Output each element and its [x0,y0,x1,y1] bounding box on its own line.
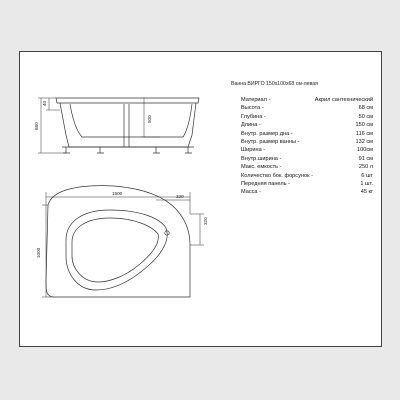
spec-label: Высота - [241,105,264,112]
spec-label: Количество бок. форсунок - [241,172,313,179]
side-view-dimensions [38,98,160,153]
spec-label: Макс. емкость - [241,164,282,171]
dim-width-label: 1000 [36,247,41,258]
spec-label: Ширина - [241,147,266,154]
spec-label: Глубина - [241,113,266,120]
dim-corner-w-label: 320 [176,194,184,199]
spec-value: 45 кг [360,189,373,196]
side-view [56,98,199,153]
side-view-rim [56,98,199,103]
spec-value: 116 см [355,130,373,137]
spec-label: Внутр. размер ванны - [241,139,300,145]
spec-label: Передняя панель - [241,181,290,187]
spec-label: Длина - [241,122,261,129]
dim-depth-label: 500 [147,115,152,123]
side-view-body [60,103,196,147]
spec-value: 68 см [358,105,373,112]
spec-value: 91 см [358,155,373,162]
spec-value: Акрил сантехнический [314,97,373,103]
dim-height-label: 680 [34,122,39,130]
dim-corner-h-label: 320 [203,217,208,225]
spec-value: 6 шт [361,172,373,179]
spec-label: Масса - [241,189,261,196]
top-view-outline [46,186,190,297]
drawing-title: Ванна ВИРГО 150х100х68 см-левая [231,81,318,87]
top-view-basin-inner [72,218,158,282]
spec-value: 50 см [358,113,373,120]
spec-value: 100см [357,147,373,154]
spec-label: Материал - [241,97,271,103]
spec-label: Внутр.ширина - [241,155,282,162]
dim-length-label: 1500 [112,191,123,196]
side-view-legs [63,147,192,153]
spec-value: 1 шт. [360,181,373,187]
side-view-inner [70,104,192,137]
dim-rim-label: 40 [42,100,47,106]
spec-value: 150 см [355,122,373,129]
spec-value: 132 см [355,139,373,145]
spec-value: 250 л [358,164,373,171]
spec-label: Внутр. размер дна - [241,130,293,137]
top-view [46,186,190,297]
